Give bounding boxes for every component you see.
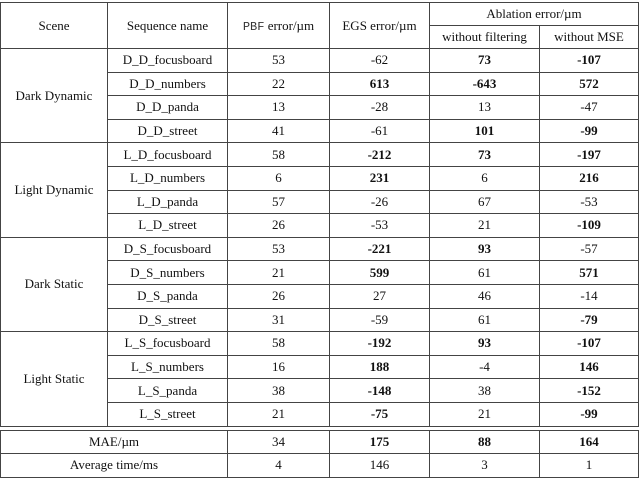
egs-error-cell: -75 (330, 402, 430, 426)
without-filtering-cell: 88 (430, 430, 540, 454)
header-pbf-error (228, 3, 330, 49)
sequence-name-cell: D_D_street (108, 119, 228, 143)
without-filtering-cell: 3 (430, 454, 540, 478)
pbf-error-cell: 58 (228, 143, 330, 167)
scene-cell: Light Dynamic (1, 143, 108, 237)
sequence-name-cell: D_S_focusboard (108, 237, 228, 261)
egs-error-cell: 188 (330, 355, 430, 379)
without-filtering-cell: 13 (430, 96, 540, 120)
without-mse-cell: -107 (540, 49, 639, 73)
without-mse-cell: -99 (540, 119, 639, 143)
without-mse-cell: -152 (540, 379, 639, 403)
sequence-name-cell: D_S_panda (108, 284, 228, 308)
pbf-error-cell: 34 (228, 430, 330, 454)
table-row (1, 332, 639, 356)
without-mse-cell: 216 (540, 166, 639, 190)
summary-label-cell: Average time/ms (1, 454, 228, 478)
header-ablation-error: Ablation error/µm (430, 3, 639, 26)
egs-error-cell: -26 (330, 190, 430, 214)
egs-error-cell: -28 (330, 96, 430, 120)
pbf-error-cell: 21 (228, 261, 330, 285)
header-sequence-name: Sequence name (108, 3, 228, 49)
sequence-name-cell: L_S_panda (108, 379, 228, 403)
without-mse-cell: -14 (540, 284, 639, 308)
egs-error-cell: -59 (330, 308, 430, 332)
pbf-error-cell: 22 (228, 72, 330, 96)
without-filtering-cell: 61 (430, 308, 540, 332)
pbf-error-cell: 26 (228, 214, 330, 238)
sequence-name-cell: L_D_street (108, 214, 228, 238)
egs-error-cell: -53 (330, 214, 430, 238)
without-filtering-cell: 38 (430, 379, 540, 403)
without-mse-cell: -99 (540, 402, 639, 426)
sequence-name-cell: L_D_panda (108, 190, 228, 214)
without-mse-cell: -47 (540, 96, 639, 120)
egs-error-cell: 231 (330, 166, 430, 190)
table-header (1, 3, 639, 49)
without-filtering-cell: 73 (430, 143, 540, 167)
egs-error-cell: 599 (330, 261, 430, 285)
pbf-error-cell: 53 (228, 49, 330, 73)
sequence-name-cell: L_S_focusboard (108, 332, 228, 356)
without-mse-cell: 146 (540, 355, 639, 379)
without-mse-cell: -57 (540, 237, 639, 261)
without-filtering-cell: 46 (430, 284, 540, 308)
without-filtering-cell: 6 (430, 166, 540, 190)
egs-error-cell: -192 (330, 332, 430, 356)
without-mse-cell: -109 (540, 214, 639, 238)
sequence-name-cell: D_S_street (108, 308, 228, 332)
sequence-name-cell: D_D_numbers (108, 72, 228, 96)
sequence-name-cell: L_S_street (108, 402, 228, 426)
without-filtering-cell: 21 (430, 214, 540, 238)
without-filtering-cell: 73 (430, 49, 540, 73)
results-table (0, 2, 639, 478)
without-mse-cell: 571 (540, 261, 639, 285)
without-mse-cell: 164 (540, 430, 639, 454)
pbf-error-cell: 6 (228, 166, 330, 190)
without-filtering-cell: 93 (430, 332, 540, 356)
pbf-error-cell: 4 (228, 454, 330, 478)
header-scene: Scene (1, 3, 108, 49)
egs-error-cell: 146 (330, 454, 430, 478)
sequence-name-cell: L_S_numbers (108, 355, 228, 379)
without-filtering-cell: 21 (430, 402, 540, 426)
pbf-error-cell: 58 (228, 332, 330, 356)
summary-row (1, 430, 639, 454)
sequence-name-cell: L_D_focusboard (108, 143, 228, 167)
pbf-error-cell: 13 (228, 96, 330, 120)
without-mse-cell: -197 (540, 143, 639, 167)
without-filtering-cell: -643 (430, 72, 540, 96)
without-filtering-cell: 101 (430, 119, 540, 143)
without-filtering-cell: 93 (430, 237, 540, 261)
header-without-filtering: without filtering (430, 26, 540, 49)
pbf-error-cell: 57 (228, 190, 330, 214)
summary-row (1, 454, 639, 478)
scene-cell: Dark Static (1, 237, 108, 331)
pbf-error-cell: 53 (228, 237, 330, 261)
sequence-name-cell: L_D_numbers (108, 166, 228, 190)
without-filtering-cell: -4 (430, 355, 540, 379)
table-row (1, 237, 639, 261)
pbf-error-suffix: error/µm (264, 17, 315, 33)
pbf-error-cell: 26 (228, 284, 330, 308)
without-mse-cell: 1 (540, 454, 639, 478)
table-body (1, 49, 639, 478)
header-without-mse: without MSE (540, 26, 639, 49)
header-egs-error: EGS error/µm (330, 3, 430, 49)
egs-error-cell: 175 (330, 430, 430, 454)
summary-label-cell: MAE/µm (1, 430, 228, 454)
without-mse-cell: -53 (540, 190, 639, 214)
without-mse-cell: -79 (540, 308, 639, 332)
without-filtering-cell: 67 (430, 190, 540, 214)
scene-cell: Light Static (1, 332, 108, 426)
pbf-error-cell: 31 (228, 308, 330, 332)
pbf-error-cell: 16 (228, 355, 330, 379)
without-mse-cell: -107 (540, 332, 639, 356)
sequence-name-cell: D_D_panda (108, 96, 228, 120)
pbf-error-cell: 21 (228, 402, 330, 426)
without-mse-cell: 572 (540, 72, 639, 96)
table-row (1, 143, 639, 167)
table-row (1, 49, 639, 73)
egs-error-cell: -212 (330, 143, 430, 167)
pbf-error-cell: 38 (228, 379, 330, 403)
egs-error-cell: -221 (330, 237, 430, 261)
egs-error-cell: -62 (330, 49, 430, 73)
pbf-code: PBF (242, 19, 265, 34)
egs-error-cell: -61 (330, 119, 430, 143)
egs-error-cell: 27 (330, 284, 430, 308)
pbf-error-cell: 41 (228, 119, 330, 143)
egs-error-cell: -148 (330, 379, 430, 403)
sequence-name-cell: D_S_numbers (108, 261, 228, 285)
egs-error-cell: 613 (330, 72, 430, 96)
scene-cell: Dark Dynamic (1, 49, 108, 143)
sequence-name-cell: D_D_focusboard (108, 49, 228, 73)
without-filtering-cell: 61 (430, 261, 540, 285)
